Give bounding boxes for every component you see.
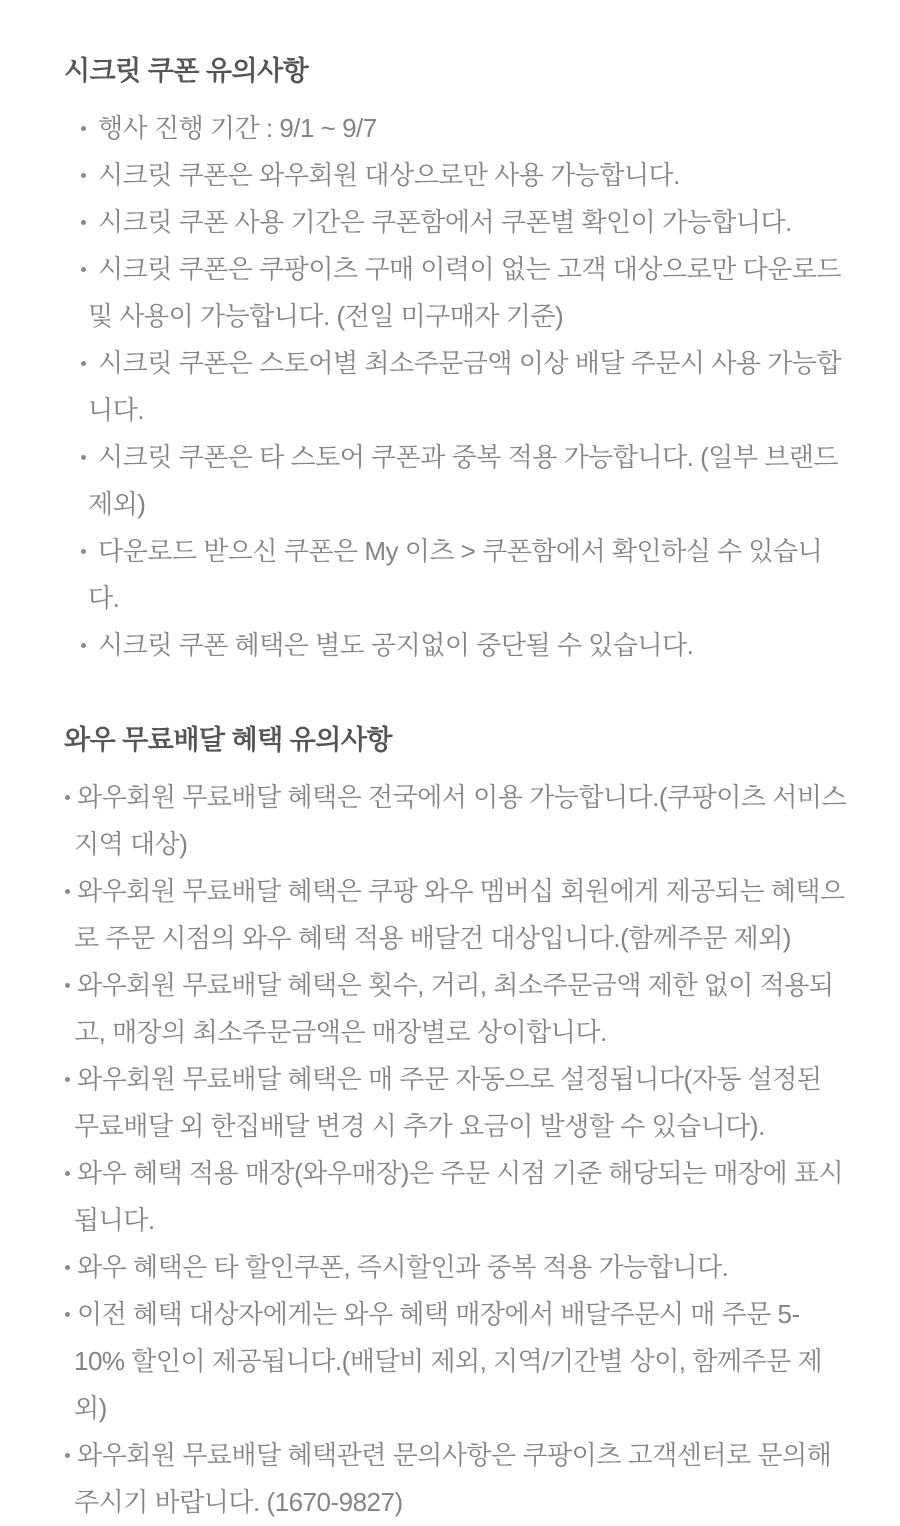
notice-item-text: 시크릿 쿠폰은 쿠팡이츠 구매 이력이 없는 고객 대상으로만 다운로드 및 사용이 가능합니다. (전일 미구매자 기준) [88, 254, 842, 331]
notice-item [64, 152, 848, 199]
notice-item-text: 이전 혜택 대상자에게는 와우 혜택 매장에서 배달주문시 매 주문 5-10% 할인이 제공됩니다.(배달비 제외, 지역/기간별 상이, 함께주문 제외) [74, 1299, 823, 1423]
notice-item [64, 622, 848, 669]
bullet-icon [65, 795, 70, 800]
bullet-icon [81, 173, 86, 178]
bullet-icon [65, 1265, 70, 1270]
notice-item-text: 와우회원 무료배달 혜택관련 문의사항은 쿠팡이츠 고객센터로 문의해주시기 바랍니다. (1670-9827) [74, 1440, 832, 1517]
bullet-icon [65, 1453, 70, 1458]
notice-item-text: 시크릿 쿠폰 사용 기간은 쿠폰함에서 쿠폰별 확인이 가능합니다. [98, 207, 792, 237]
notice-list [64, 774, 848, 1526]
notice-item [64, 868, 848, 962]
notice-item-text: 와우 혜택 적용 매장(와우매장)은 주문 시점 기준 해당되는 매장에 표시됩니다. [74, 1158, 844, 1235]
notice-item [64, 1291, 848, 1432]
notice-item-text: 다운로드 받으신 쿠폰은 My 이츠 > 쿠폰함에서 확인하실 수 있습니다. [88, 536, 823, 613]
bullet-icon [65, 889, 70, 894]
secret-coupon-notice-section [64, 54, 848, 669]
bullet-icon [65, 983, 70, 988]
notice-item-text: 시크릿 쿠폰은 와우회원 대상으로만 사용 가능합니다. [98, 160, 680, 190]
section-title: 시크릿 쿠폰 유의사항 [64, 56, 309, 86]
bullet-icon [65, 1312, 70, 1317]
bullet-icon [81, 643, 86, 648]
bullet-icon [81, 267, 86, 272]
notice-item-text: 와우 혜택은 타 할인쿠폰, 즉시할인과 중복 적용 가능합니다. [77, 1252, 729, 1282]
notice-item [64, 434, 848, 528]
notice-item [64, 1150, 848, 1244]
notice-item-text: 와우회원 무료배달 혜택은 매 주문 자동으로 설정됩니다(자동 설정된 무료배달 외 한집배달 변경 시 추가 요금이 발생할 수 있습니다). [74, 1064, 822, 1141]
bullet-icon [81, 126, 86, 131]
notice-item-text: 시크릿 쿠폰은 스토어별 최소주문금액 이상 배달 주문시 사용 가능합니다. [88, 348, 842, 425]
notice-item [64, 199, 848, 246]
notice-item [64, 1056, 848, 1150]
notice-item-text: 와우회원 무료배달 혜택은 쿠팡 와우 멤버십 회원에게 제공되는 혜택으로 주문 시점의 와우 혜택 적용 배달건 대상입니다.(함께주문 제외) [74, 876, 845, 953]
bullet-icon [81, 549, 86, 554]
notice-item-text: 시크릿 쿠폰 혜택은 별도 공지없이 중단될 수 있습니다. [98, 630, 694, 660]
bullet-icon [81, 361, 86, 366]
notice-item [64, 1432, 848, 1526]
wow-free-delivery-notice-section [64, 723, 848, 1526]
notice-item [64, 340, 848, 434]
bullet-icon [81, 455, 86, 460]
notice-item [64, 962, 848, 1056]
notice-item [64, 528, 848, 622]
notice-item [64, 105, 848, 152]
notice-item-text: 시크릿 쿠폰은 타 스토어 쿠폰과 중복 적용 가능합니다. (일부 브랜드 제외) [88, 442, 839, 519]
notice-item-text: 와우회원 무료배달 혜택은 횟수, 거리, 최소주문금액 제한 없이 적용되고, 매장의 최소주문금액은 매장별로 상이합니다. [74, 970, 834, 1047]
section-title: 와우 무료배달 혜택 유의사항 [64, 725, 392, 755]
notice-item-text: 행사 진행 기간 : 9/1 ~ 9/7 [98, 113, 377, 143]
notice-item [64, 1244, 848, 1291]
notice-item-text: 와우회원 무료배달 혜택은 전국에서 이용 가능합니다.(쿠팡이츠 서비스 지역 대상) [74, 782, 847, 859]
notice-item [64, 774, 848, 868]
bullet-icon [81, 220, 86, 225]
bullet-icon [65, 1077, 70, 1082]
notice-list [64, 105, 848, 669]
notice-item [64, 246, 848, 340]
bullet-icon [65, 1171, 70, 1176]
